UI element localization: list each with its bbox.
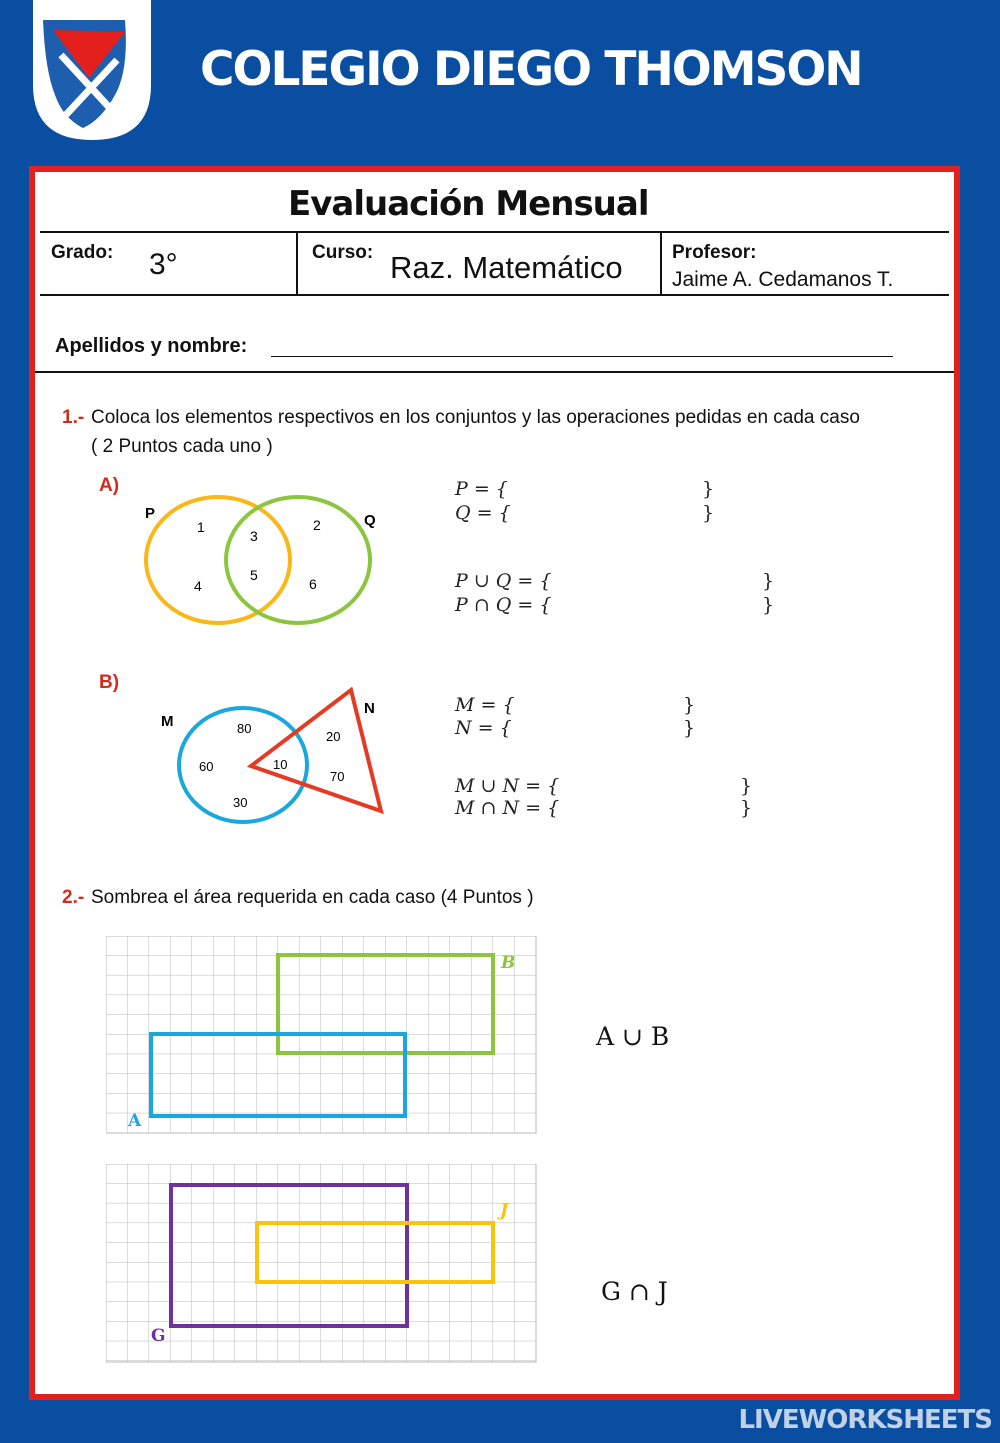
q2-number: 2.- [62,887,85,908]
q1-points: ( 2 Puntos cada uno ) [91,436,273,457]
divider [40,294,949,296]
school-name: COLEGIO DIEGO THOMSON [200,42,862,97]
q1-text: Coloca los elementos respectivos en los conjuntos y las operaciones pedidas en cada caso [91,407,860,428]
rect-b-label: B [501,953,516,973]
closing-brace: } [740,775,753,797]
divider [660,232,662,295]
divider [296,232,298,295]
exam-sheet [29,166,960,1400]
q1a-label: A) [99,475,120,496]
closing-brace: } [762,570,775,592]
closing-brace: } [702,478,715,500]
set-p-label: P [145,505,156,522]
shading-grid-gj[interactable] [106,1164,546,1369]
venn-diagram-mn [145,682,405,832]
venn-element: 10 [273,757,288,772]
intersection-mn-expression: M ∩ N = { [455,797,560,819]
shading-grid-ab[interactable] [106,936,546,1141]
closing-brace: } [740,797,753,819]
venn-element: 2 [313,517,321,533]
venn-element: 1 [197,519,205,535]
set-q-label: Q [364,512,376,529]
divider [40,231,949,233]
operation-a-union-b: A ∪ B [596,1022,670,1051]
divider [35,371,954,373]
venn-element: 3 [250,528,258,544]
venn-element: 60 [199,759,214,774]
intersection-pq-expression: P ∩ Q = { [455,594,552,616]
venn-element: 80 [237,721,252,736]
teacher-value[interactable]: Jaime A. Cedamanos T. [672,268,894,291]
set-q-expression: Q = { [455,502,511,524]
union-pq-expression: P ∪ Q = { [455,570,552,592]
grade-value[interactable]: 3° [149,248,178,281]
closing-brace: } [702,502,715,524]
course-value[interactable]: Raz. Matemático [390,250,623,285]
watermark: LIVEWORKSHEETS [738,1405,992,1435]
set-n-label: N [364,700,375,717]
exam-title: Evaluación Mensual [288,184,649,224]
rect-g-label: G [151,1326,166,1346]
venn-diagram-pq [135,487,395,632]
q1-number: 1.- [62,407,85,428]
q2-text: Sombrea el área requerida en cada caso (4 Puntos ) [91,887,534,908]
grade-label: Grado: [51,242,114,263]
q1b-label: B) [99,672,120,693]
set-n-expression: N = { [455,717,512,739]
set-m-label: M [161,713,174,730]
closing-brace: } [683,694,696,716]
set-p-expression: P = { [455,478,508,500]
rect-a-label: A [128,1111,142,1131]
venn-element: 30 [233,795,248,810]
venn-element: 4 [194,578,202,594]
venn-element: 6 [309,576,317,592]
course-label: Curso: [312,242,374,263]
venn-element: 20 [326,729,341,744]
school-logo [33,0,151,142]
union-mn-expression: M ∪ N = { [455,775,560,797]
venn-element: 70 [330,769,345,784]
set-m-expression: M = { [455,694,515,716]
student-name-field[interactable] [271,356,893,357]
operation-g-intersection-j: G ∩ J [601,1277,668,1306]
venn-element: 5 [250,567,258,583]
closing-brace: } [762,594,775,616]
closing-brace: } [683,717,696,739]
rect-j-label: J [500,1201,509,1221]
teacher-label: Profesor: [672,242,757,263]
student-name-label: Apellidos y nombre: [55,335,248,357]
